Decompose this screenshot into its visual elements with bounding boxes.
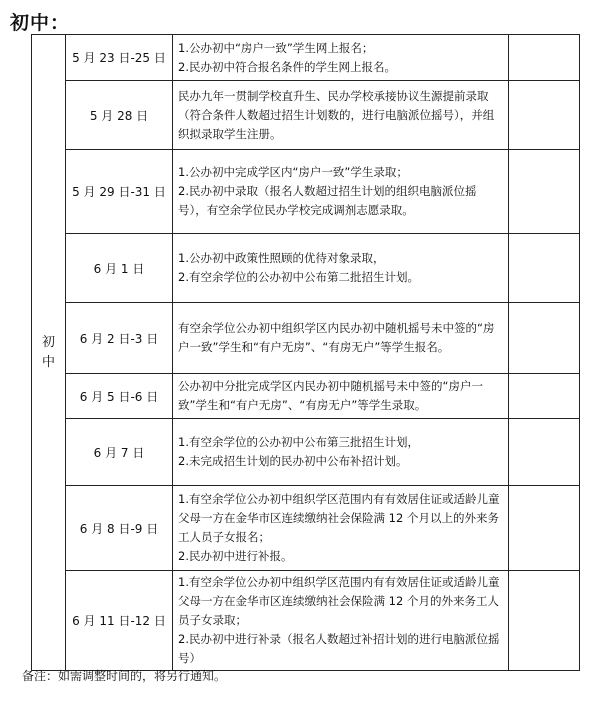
- blank-cell: [509, 486, 580, 571]
- description-cell: [173, 150, 509, 234]
- page-title: 初中：: [10, 12, 71, 34]
- description-line: 1.公办初中政策性照顾的优待对象录取，: [178, 251, 385, 265]
- footnote: 备注：如需调整时间的，将另行通知。: [22, 669, 227, 683]
- blank-cell: [509, 35, 580, 81]
- description-line: 2.民办初中符合报名条件的学生网上报名。: [178, 59, 396, 74]
- blank-cell: [509, 419, 580, 486]
- table-row: [32, 419, 580, 486]
- school-level-label: 初中: [41, 334, 55, 370]
- description-line: 公办初中分批完成学区内民办初中随机摇号未中签的“房户一致”学生和“有户无房”、“有房无户”等学生录取。: [178, 379, 483, 412]
- date-cell: 6 月 1 日: [66, 234, 173, 303]
- description-line: 2.民办初中进行补报。: [178, 549, 293, 563]
- blank-cell: [509, 571, 580, 671]
- date-cell: 5 月 23 日-25 日: [66, 35, 173, 81]
- blank-cell: [509, 234, 580, 303]
- description-line: 1.有空余学位公办初中组织学区范围内有有效居住证或适龄儿童父母一方在金华市区连续缴纳社会保险满 12 个月以上的外来务工人员子女报名；: [178, 492, 500, 544]
- description-cell: [173, 35, 509, 81]
- description-line: 1.公办初中完成学区内“房户一致”学生录取；: [178, 165, 408, 179]
- description-line: 有空余学位公办初中组织学区内民办初中随机摇号未中签的“房户一致”学生和“有户无房”、“有房无户”等学生报名。: [178, 321, 495, 354]
- description-line: 2.未完成招生计划的民办初中公布补招计划。: [178, 454, 408, 468]
- date-cell: 5 月 29 日-31 日: [66, 150, 173, 234]
- description-cell: [173, 374, 509, 419]
- description-line: 2.民办初中进行补录（报名人数超过补招计划的进行电脑派位摇号）: [178, 632, 500, 665]
- blank-cell: [509, 81, 580, 150]
- description-cell: [173, 303, 509, 374]
- description-cell: [173, 571, 509, 671]
- description-line: 1.公办初中“房户一致”学生网上报名；: [178, 40, 374, 55]
- table-row: [32, 571, 580, 671]
- table-row: [32, 374, 580, 419]
- table-row: [32, 150, 580, 234]
- date-cell: 6 月 2 日-3 日: [66, 303, 173, 374]
- date-cell: 6 月 5 日-6 日: [66, 374, 173, 419]
- table-row: [32, 81, 580, 150]
- table-row: [32, 35, 580, 81]
- blank-cell: [509, 303, 580, 374]
- description-cell: [173, 486, 509, 571]
- description-line: 2.民办初中录取（报名人数超过招生计划的组织电脑派位摇号），有空余学位民办学校完成调剂志愿录取。: [178, 184, 477, 217]
- description-cell: [173, 81, 509, 150]
- date-cell: 6 月 8 日-9 日: [66, 486, 173, 571]
- date-cell: 6 月 7 日: [66, 419, 173, 486]
- description-line: 1.有空余学位公办初中组织学区范围内有有效居住证或适龄儿童父母一方在金华市区连续缴纳社会保险满 12 个月的外来务工人员子女录取；: [178, 575, 500, 627]
- blank-cell: [509, 150, 580, 234]
- blank-cell: [509, 374, 580, 419]
- table-row: [32, 234, 580, 303]
- description-cell: [173, 419, 509, 486]
- table-row: [32, 303, 580, 374]
- table-row: [32, 486, 580, 571]
- schedule-body: [32, 35, 580, 671]
- date-cell: 6 月 11 日-12 日: [66, 571, 173, 671]
- description-line: 1.有空余学位的公办初中公布第三批招生计划，: [178, 435, 419, 449]
- school-level-cell: [32, 35, 66, 671]
- schedule-table: [31, 34, 580, 671]
- description-line: 2.有空余学位的公办初中公布第二批招生计划。: [178, 270, 419, 284]
- date-cell: 5 月 28 日: [66, 81, 173, 150]
- description-line: 民办九年一贯制学校直升生、民办学校承接协议生源提前录取（符合条件人数超过招生计划数的，进行电脑派位摇号），并组织拟录取学生注册。: [178, 88, 495, 141]
- description-cell: [173, 234, 509, 303]
